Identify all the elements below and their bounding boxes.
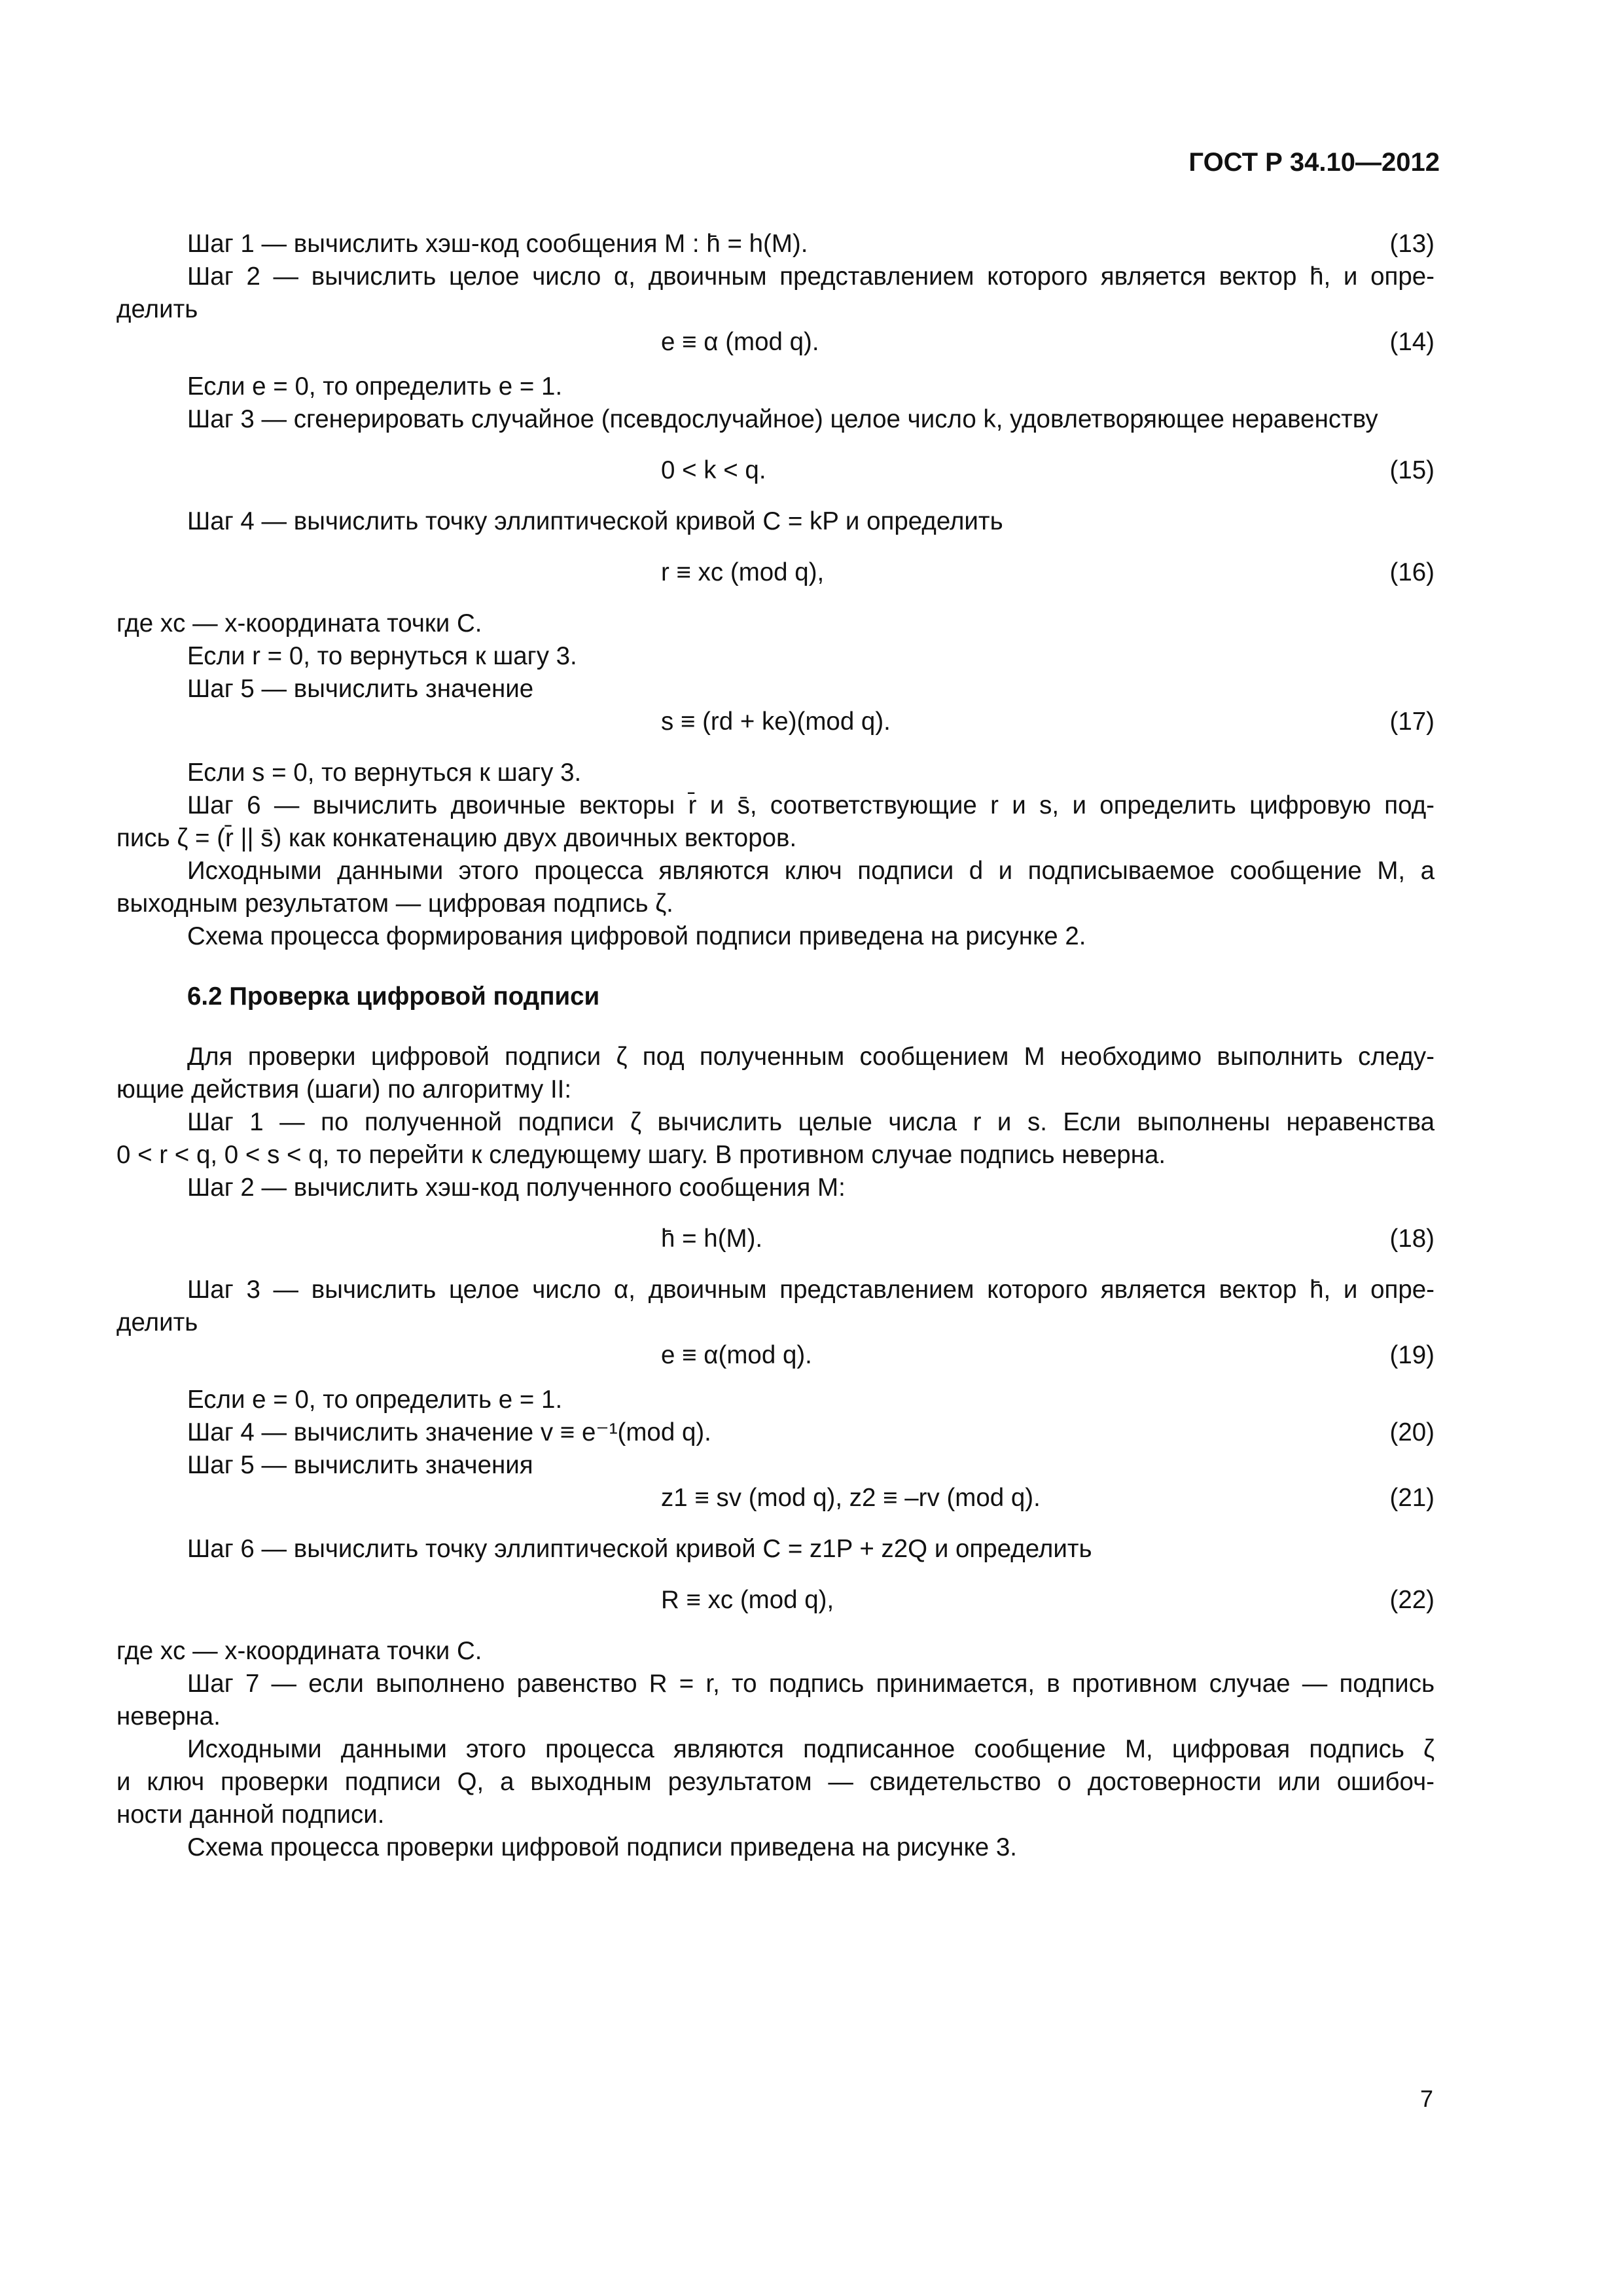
verify-inputs-line-2: и ключ проверки подписи Q, а выходным результатом — свидетельство о достоверности или ошибоч- — [116, 1768, 1435, 1796]
formula-22-expr: R ≡ xc (mod q), — [661, 1586, 834, 1614]
equation-number-16: (16) — [1389, 558, 1435, 586]
equation-number-17: (17) — [1389, 708, 1435, 736]
equation-number-22: (22) — [1389, 1586, 1435, 1614]
scheme-reference-fig-2: Схема процесса формирования цифровой подписи приведена на рисунке 2. — [187, 922, 1086, 950]
equation-number-14: (14) — [1389, 328, 1435, 356]
verify-step-7-line-2: неверна. — [116, 1702, 221, 1731]
document-body — [116, 228, 1435, 1864]
step-6-line-2: пись ζ = (r̄ || s̄) как конкатенацию двух двоичных векторов. — [116, 824, 797, 852]
equation-number-20: (20) — [1389, 1418, 1435, 1446]
formula-15-expr: 0 < k < q. — [661, 456, 766, 484]
inputs-paragraph-line-2: выходным результатом — цифровая подпись ζ. — [116, 889, 673, 918]
scheme-reference-fig-3: Схема процесса проверки цифровой подписи приведена на рисунке 3. — [187, 1833, 1017, 1861]
verify-step-1-line-2: 0 < r < q, 0 < s < q, то перейти к следующему шагу. В противном случае подпись неверна. — [116, 1141, 1166, 1169]
step-1-formula-13 — [116, 228, 1435, 260]
verify-step-5: Шаг 5 — вычислить значения — [187, 1451, 533, 1479]
verify-step-7-line-1: Шаг 7 — если выполнено равенство R = r, то подпись принимается, в противном случае — подпись — [187, 1670, 1435, 1698]
verify-step-2: Шаг 2 — вычислить хэш-код полученного сообщения M: — [187, 1174, 846, 1202]
formula-16-expr: r ≡ xc (mod q), — [661, 558, 825, 586]
formula-17 — [116, 706, 1435, 738]
verify-step-4-formula-20 — [116, 1416, 1435, 1449]
inputs-paragraph-line-1: Исходными данными этого процесса являются ключ подписи d и подписываемое сообщение M, а — [187, 857, 1435, 885]
step-6-line-1: Шаг 6 — вычислить двоичные векторы r̄ и s̄, соответствующие r и s, и определить цифровую под- — [187, 791, 1435, 819]
formula-21-expr: z1 ≡ sv (mod q), z2 ≡ –rv (mod q). — [661, 1484, 1041, 1512]
formula-14-expr: e ≡ α (mod q). — [661, 328, 819, 356]
where-xc: где xc — x-координата точки C. — [116, 609, 482, 637]
formula-16 — [116, 556, 1435, 589]
formula-17-expr: s ≡ (rd + ke)(mod q). — [661, 708, 891, 736]
formula-19 — [116, 1339, 1435, 1372]
if-r-zero: Если r = 0, то вернуться к шагу 3. — [187, 642, 577, 670]
document-header: ГОСТ Р 34.10—2012 — [1188, 148, 1440, 177]
formula-14 — [116, 326, 1435, 359]
formula-19-expr: e ≡ α(mod q). — [661, 1341, 812, 1369]
if-s-zero: Если s = 0, то вернуться к шагу 3. — [187, 759, 582, 787]
verify-step-4-text: Шаг 4 — вычислить значение v ≡ e⁻¹(mod q). — [187, 1418, 711, 1446]
formula-18-expr: h̄ = h(M). — [661, 1225, 763, 1253]
verify-if-e-zero: Если e = 0, то определить e = 1. — [187, 1386, 563, 1414]
step-2-line-1: Шаг 2 — вычислить целое число α, двоичным представлением которого является вектор h̄, и опре- — [187, 262, 1435, 291]
step-4: Шаг 4 — вычислить точку эллиптической кривой C = kP и определить — [187, 507, 1003, 535]
equation-number-18: (18) — [1389, 1225, 1435, 1253]
formula-18 — [116, 1223, 1435, 1255]
equation-number-15: (15) — [1389, 456, 1435, 484]
equation-number-13: (13) — [1389, 230, 1435, 258]
verify-step-1-line-1: Шаг 1 — по полученной подписи ζ вычислить целые числа r и s. Если выполнены неравенства — [187, 1108, 1435, 1136]
equation-number-21: (21) — [1389, 1484, 1435, 1512]
page-number: 7 — [1419, 2085, 1433, 2112]
if-e-zero: Если e = 0, то определить e = 1. — [187, 372, 563, 401]
verify-step-3-line-2: делить — [116, 1308, 198, 1336]
step-1-text: Шаг 1 — вычислить хэш-код сообщения M : h̄ = h(M). — [187, 230, 808, 258]
verify-step-3-line-1: Шаг 3 — вычислить целое число α, двоичным представлением которого является вектор h̄, и опре- — [187, 1276, 1435, 1304]
intro-line-1: Для проверки цифровой подписи ζ под полученным сообщением M необходимо выполнить следу- — [187, 1043, 1435, 1071]
step-2-line-2: делить — [116, 295, 198, 323]
section-heading-6-2: 6.2 Проверка цифровой подписи — [187, 982, 600, 1011]
step-3: Шаг 3 — сгенерировать случайное (псевдослучайное) целое число k, удовлетворяющее неравенству — [187, 405, 1378, 433]
intro-line-2: ющие действия (шаги) по алгоритму II: — [116, 1075, 572, 1103]
formula-21 — [116, 1482, 1435, 1515]
step-5: Шаг 5 — вычислить значение — [187, 675, 534, 703]
formula-15 — [116, 454, 1435, 487]
verify-inputs-line-1: Исходными данными этого процесса являются подписанное сообщение M, цифровая подпись ζ — [187, 1735, 1435, 1763]
verify-inputs-line-3: ности данной подписи. — [116, 1801, 385, 1829]
formula-22 — [116, 1584, 1435, 1617]
verify-step-6: Шаг 6 — вычислить точку эллиптической кривой C = z1P + z2Q и определить — [187, 1535, 1092, 1563]
verify-where-xc: где xc — x-координата точки C. — [116, 1637, 482, 1665]
equation-number-19: (19) — [1389, 1341, 1435, 1369]
